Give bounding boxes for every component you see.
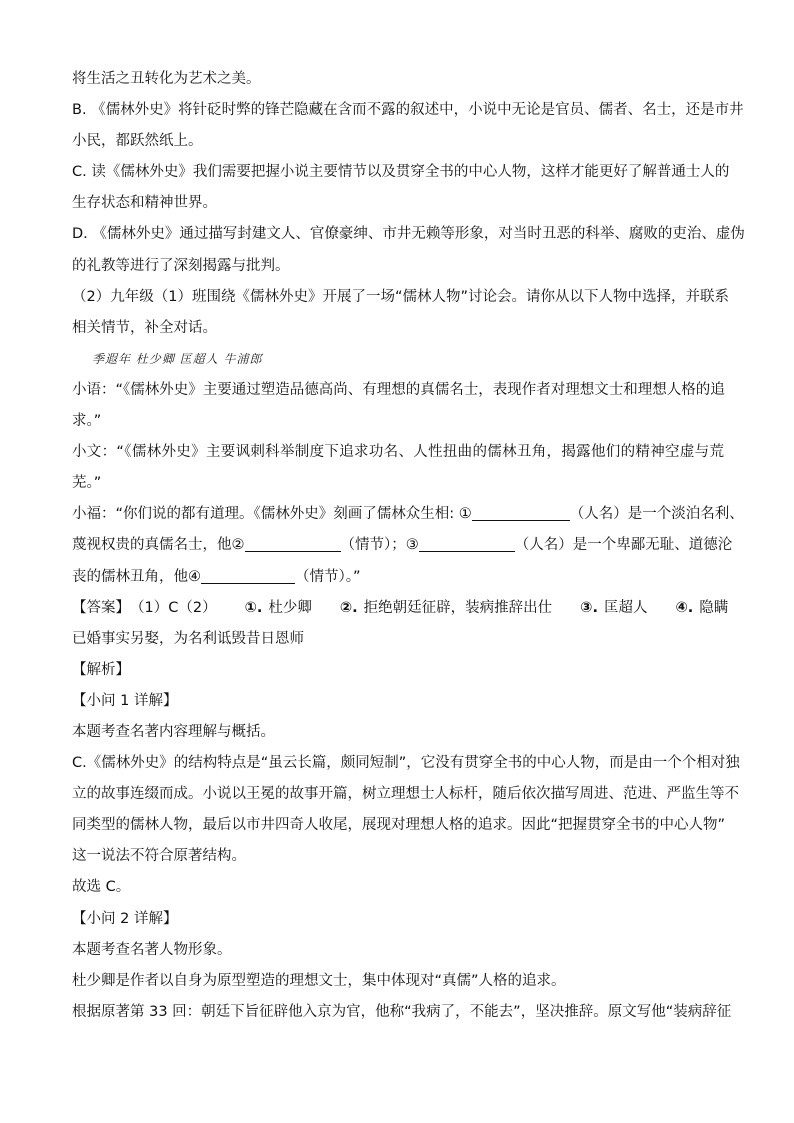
text-segment: （人名）是一个淡泊名利、 (569, 506, 744, 523)
option-d-line: D. 《儒林外史》通过描写封建文人、官僚豪绅、市井无赖等形象，对当时丑恶的科举、腐败的吏治、虚伪 (72, 226, 745, 243)
text-line: 本题考查名著人物形象。 (72, 941, 232, 958)
text-segment: 蔑视权贵的真儒名士，他② (72, 537, 245, 554)
answer-num-2: ②. (339, 599, 358, 616)
option-b-line: B. 《儒林外史》将针砭时弊的锋芒隐藏在含而不露的叙述中，小说中无论是官员、儒者、名士，还是市井 (72, 102, 744, 119)
text-line: 这一说法不符合原著结构。 (72, 848, 246, 865)
analysis-line: 根据原著第 33 回：朝廷下旨征辟他入京为官，他称“我病了，不能去”，坚决推辞。原文写他“装病辞征 (72, 1003, 732, 1020)
text-segment: 丧的儒林丑角，他④ (72, 568, 201, 585)
text-line: 芜。” (72, 475, 102, 492)
answer-2: 拒绝朝廷征辟，装病推辞出仕 (363, 599, 553, 616)
answer-blank-1[interactable] (472, 504, 570, 521)
answer-label: 【答案】 (72, 599, 130, 616)
text-line: 求。” (72, 413, 102, 430)
text-line: 杜少卿是作者以自身为原型塑造的理想文士，集中体现对“真儒”人格的追求。 (72, 972, 566, 989)
dialogue-xiaowen: 小文：“《儒林外史》主要讽刺科举制度下追求功名、人性扭曲的儒林丑角，揭露他们的精神空虚与荒 (72, 444, 724, 461)
analysis-line: 同类型的儒林人物，最后以市井四奇人收尾，展现对理想人格的追求。因此“把握贯穿全书的中心人物” (72, 817, 726, 834)
answer-line (72, 593, 729, 624)
analysis-heading: 【解析】 (72, 661, 130, 678)
text-line: 生存状态和精神世界。 (72, 195, 217, 212)
answer-blank-4[interactable] (201, 567, 295, 584)
answer-num-4: ④. (675, 599, 694, 616)
text-segment: （情节）；③ (340, 537, 419, 554)
dialogue-xiaofu-3 (72, 562, 724, 593)
text-segment: （人名）是一个卑鄙无耻、道德沦 (514, 537, 733, 554)
character-names: 季遐年 杜少卿 匡超人 牛浦郎 (92, 351, 263, 366)
text-line: 的礼教等进行了深刻揭露与批判。 (72, 257, 290, 274)
choice-result: 故选 C。 (72, 879, 131, 896)
answer-blank-3[interactable] (419, 535, 515, 552)
document-body (72, 64, 745, 1028)
text-line: 小民，都跃然纸上。 (72, 133, 203, 150)
text-line: 相关情节，补全对话。 (72, 319, 217, 336)
answer-num-3: ③. (580, 599, 598, 616)
answer-4: 隐瞒 (699, 599, 729, 616)
dialogue-xiaofu-1 (72, 499, 744, 530)
question-2-line: （2）九年级（1）班围绕《儒林外史》开展了一场“儒林人物”讨论会。请你从以下人物中选择，并联系 (72, 288, 729, 305)
answer-blank-2[interactable] (245, 535, 341, 552)
text-segment: 小福：“你们说的都有道理。《儒林外史》刻画了儒林众生相: ① (72, 506, 472, 523)
text-segment: （情节）。” (295, 568, 361, 585)
answer-3: 匡超人 (603, 599, 648, 616)
subquestion-2-heading: 【小问 2 详解】 (72, 910, 178, 927)
answer-num-1: ①. (244, 599, 263, 616)
dialogue-xiaofu-2 (72, 530, 733, 561)
dialogue-xiaoyu: 小语：“《儒林外史》主要通过塑造品德高尚、有理想的真儒名士，表现作者对理想文士和理想人格的追 (72, 381, 725, 398)
option-c-line: C. 读《儒林外史》我们需要把握小说主要情节以及贯穿全书的中心人物，这样才能更好了解普通士人的 (72, 164, 730, 181)
text-line: 将生活之丑转化为艺术之美。 (72, 71, 261, 87)
subquestion-1-heading: 【小问 1 详解】 (72, 692, 178, 709)
answer-1: 杜少卿 (268, 599, 312, 616)
text-line: 本题考查名著内容理解与概括。 (72, 723, 275, 740)
answer-part-1: （1）C（2） (130, 599, 217, 616)
analysis-line: C.《儒林外史》的结构特点是“虽云长篇，颇同短制”，它没有贯穿全书的中心人物，而是由一个个相对独 (72, 755, 740, 772)
analysis-line: 立的故事连缀而成。小说以王冕的故事开篇，树立理想士人标杆，随后依次描写周进、范进、严监生等不 (72, 786, 739, 803)
answer-continuation: 已婚事实另娶，为名利诋毁昔日恩师 (72, 630, 304, 647)
